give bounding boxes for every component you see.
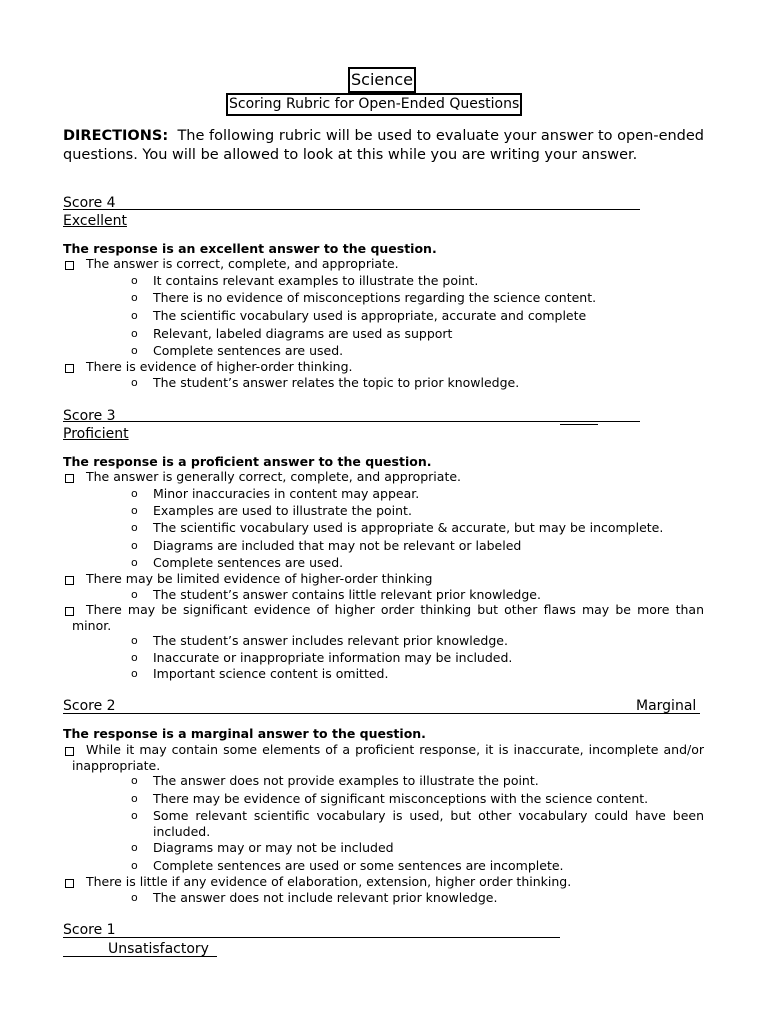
score4-item: There is evidence of higher-order thinking. bbox=[86, 359, 353, 374]
bullet-circle-icon: o bbox=[131, 274, 138, 287]
score2-rule bbox=[63, 713, 700, 714]
score1-label: Score 1 bbox=[63, 922, 116, 938]
score3-item: The scientific vocabulary used is appropriate & accurate, but may be incomplete. bbox=[153, 520, 664, 535]
score3-item: Complete sentences are used. bbox=[153, 555, 344, 570]
score2-item: Some relevant scientific vocabulary is used, but other vocabulary could have been included. bbox=[153, 808, 704, 839]
score2-label: Score 2 bbox=[63, 698, 116, 714]
bullet-circle-icon: o bbox=[131, 344, 138, 357]
directions-label: DIRECTIONS: bbox=[63, 128, 169, 144]
directions-text: The following rubric will be used to evaluate your answer to open-ended questions. You will be allowed to look at this while you are writing your answer. bbox=[63, 128, 705, 163]
bullet-circle-icon: o bbox=[131, 504, 138, 517]
checkbox-square-icon bbox=[65, 879, 74, 888]
score3-rating: Proficient bbox=[63, 426, 129, 442]
score4-rule bbox=[63, 209, 640, 210]
bullet-circle-icon: o bbox=[131, 487, 138, 500]
bullet-circle-icon: o bbox=[131, 841, 138, 854]
score3-rule-extra bbox=[560, 424, 598, 425]
score4-item: There is no evidence of misconceptions regarding the science content. bbox=[153, 290, 597, 305]
score2-item: The answer does not provide examples to illustrate the point. bbox=[153, 773, 539, 788]
bullet-circle-icon: o bbox=[131, 634, 138, 647]
bullet-circle-icon: o bbox=[131, 521, 138, 534]
score4-item: The answer is correct, complete, and appropriate. bbox=[86, 256, 399, 271]
bullet-circle-icon: o bbox=[131, 809, 138, 822]
score2-item: The answer does not include relevant prior knowledge. bbox=[153, 890, 498, 905]
score4-label: Score 4 bbox=[63, 195, 116, 211]
score2-item: There is little if any evidence of elaboration, extension, higher order thinking. bbox=[86, 874, 572, 889]
bullet-circle-icon: o bbox=[131, 327, 138, 340]
page-title: Science bbox=[348, 67, 416, 93]
score3-item: Inaccurate or inappropriate information may be included. bbox=[153, 650, 513, 665]
bullet-circle-icon: o bbox=[131, 556, 138, 569]
score3-item: Diagrams are included that may not be relevant or labeled bbox=[153, 538, 522, 553]
score4-heading: The response is an excellent answer to the question. bbox=[63, 241, 437, 256]
bullet-circle-icon: o bbox=[131, 588, 138, 601]
score2-heading: The response is a marginal answer to the question. bbox=[63, 726, 426, 741]
score3-item: The answer is generally correct, complete, and appropriate. bbox=[86, 469, 462, 484]
score1-rule bbox=[63, 937, 560, 938]
score4-item: The student’s answer relates the topic to prior knowledge. bbox=[153, 375, 520, 390]
score4-item: The scientific vocabulary used is appropriate, accurate and complete bbox=[153, 308, 587, 323]
checkbox-square-icon bbox=[65, 364, 74, 373]
score3-heading: The response is a proficient answer to the question. bbox=[63, 454, 432, 469]
bullet-circle-icon: o bbox=[131, 651, 138, 664]
checkbox-square-icon bbox=[65, 474, 74, 483]
bullet-circle-icon: o bbox=[131, 539, 138, 552]
score2-item: Complete sentences are used or some sentences are incomplete. bbox=[153, 858, 564, 873]
score3-rule bbox=[63, 421, 640, 422]
score3-item: Examples are used to illustrate the point. bbox=[153, 503, 412, 518]
score2-rating: Marginal bbox=[636, 698, 697, 714]
bullet-circle-icon: o bbox=[131, 792, 138, 805]
page-subtitle: Scoring Rubric for Open-Ended Questions bbox=[226, 93, 522, 116]
score4-item: Complete sentences are used. bbox=[153, 343, 344, 358]
score3-item: There may be limited evidence of higher-order thinking bbox=[86, 571, 433, 586]
bullet-circle-icon: o bbox=[131, 309, 138, 322]
score4-item: Relevant, labeled diagrams are used as support bbox=[153, 326, 453, 341]
score2-item: There may be evidence of significant misconceptions with the science content. bbox=[153, 791, 649, 806]
score3-item: The student’s answer includes relevant prior knowledge. bbox=[153, 633, 508, 648]
bullet-circle-icon: o bbox=[131, 667, 138, 680]
score2-item: Diagrams may or may not be included bbox=[153, 840, 394, 855]
bullet-circle-icon: o bbox=[131, 774, 138, 787]
bullet-circle-icon: o bbox=[131, 376, 138, 389]
score3-item: There may be significant evidence of higher order thinking but other flaws may be more than minor. bbox=[72, 602, 704, 633]
bullet-circle-icon: o bbox=[131, 891, 138, 904]
score3-label: Score 3 bbox=[63, 408, 116, 424]
score3-item: The student’s answer contains little relevant prior knowledge. bbox=[153, 587, 541, 602]
checkbox-square-icon bbox=[65, 576, 74, 585]
score1-rating: Unsatisfactory bbox=[108, 941, 209, 957]
score4-item: It contains relevant examples to illustrate the point. bbox=[153, 273, 479, 288]
checkbox-square-icon bbox=[65, 261, 74, 270]
directions-paragraph bbox=[63, 127, 704, 164]
score2-item: While it may contain some elements of a proficient response, it is inaccurate, incomplete and/or inappropriate. bbox=[72, 742, 704, 773]
bullet-circle-icon: o bbox=[131, 291, 138, 304]
score3-item: Important science content is omitted. bbox=[153, 666, 389, 681]
bullet-circle-icon: o bbox=[131, 859, 138, 872]
score3-item: Minor inaccuracies in content may appear. bbox=[153, 486, 420, 501]
score4-rating: Excellent bbox=[63, 213, 127, 229]
